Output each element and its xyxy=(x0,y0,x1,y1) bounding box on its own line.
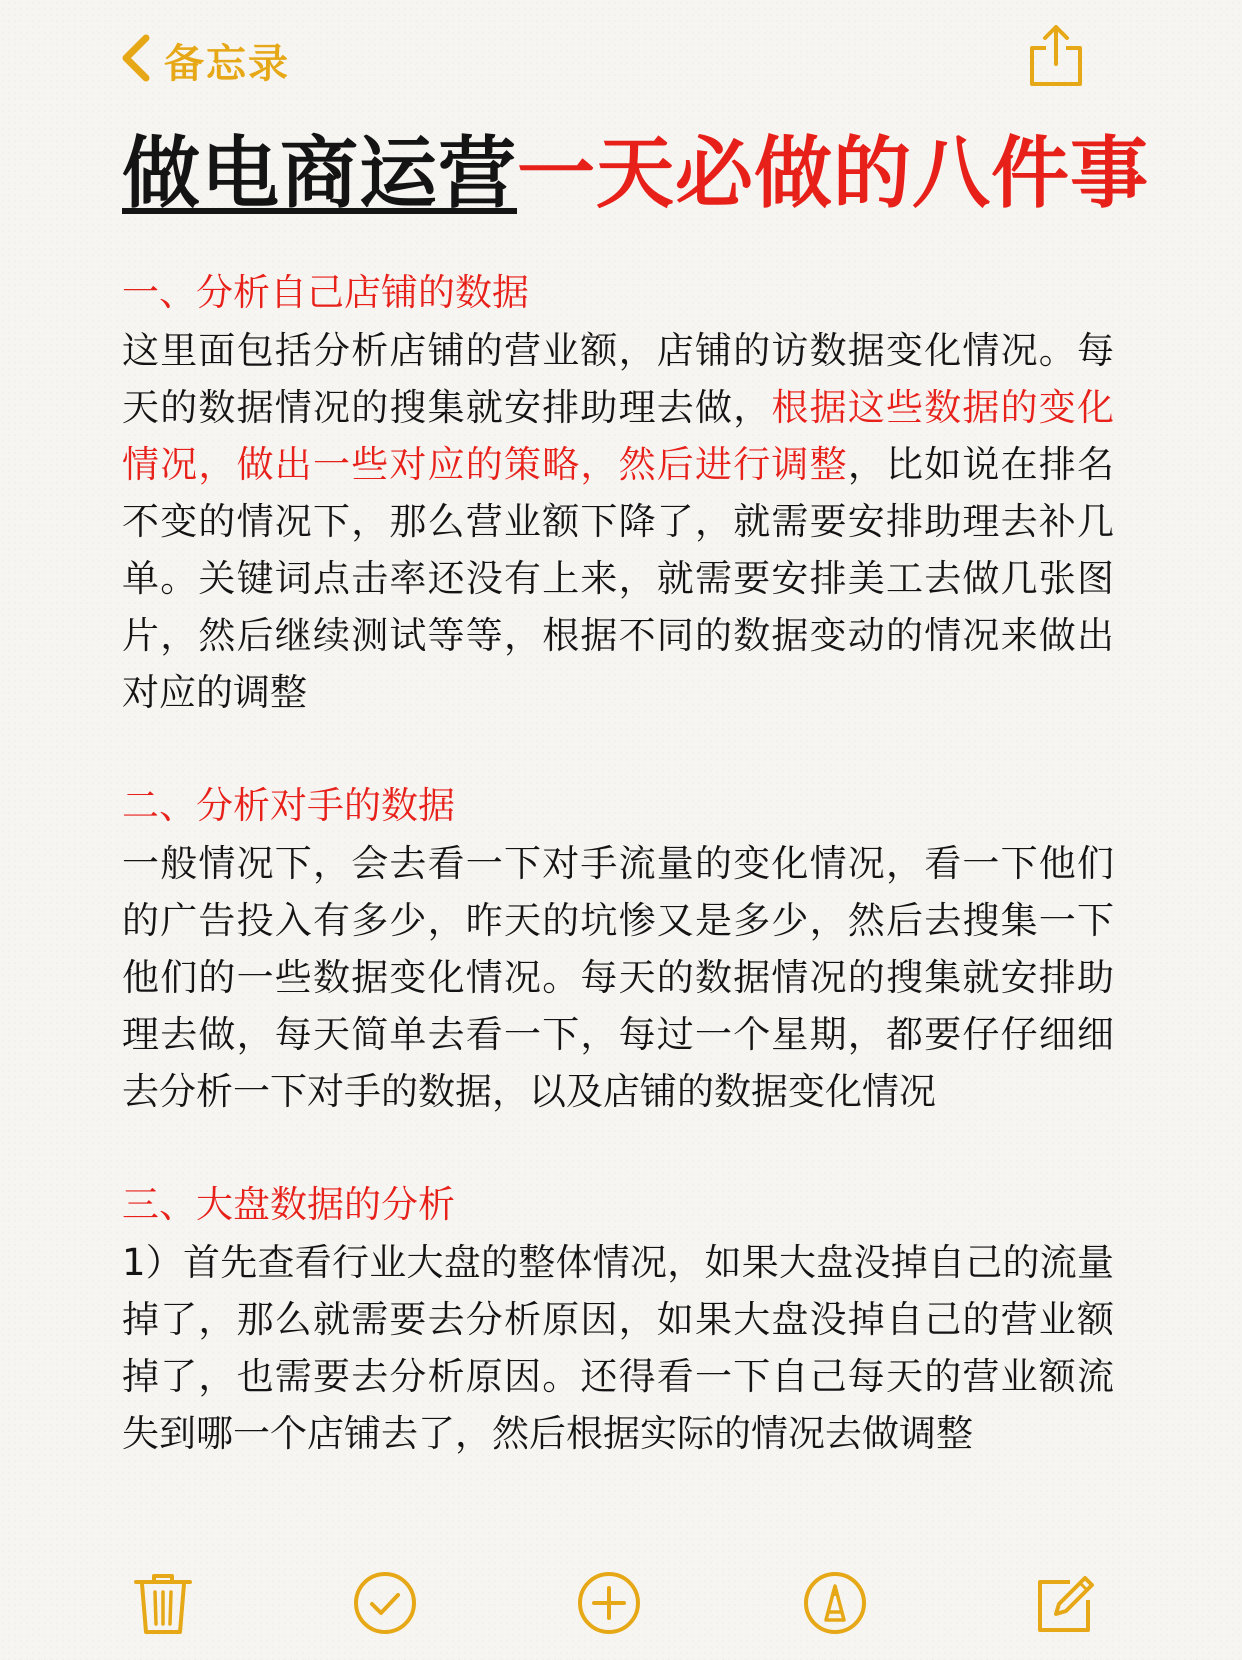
delete-button[interactable] xyxy=(128,1568,198,1638)
section-paragraph xyxy=(122,322,1114,721)
bottom-toolbar xyxy=(0,1568,1242,1648)
section-heading: 二、分析对手的数据 xyxy=(122,784,455,827)
section-heading: 三、大盘数据的分析 xyxy=(122,1183,455,1226)
paragraph-text: ，比如说在排名不变的情况下，那么营业额下降了，就需要安排助理去补几单。关键词点击率还没有上来，就需要安排美工去做几张图片，然后继续测试等等，根据不同的数据变动的情况来做出对应的调整 xyxy=(122,443,1115,714)
note-title xyxy=(122,124,1149,224)
compose-icon xyxy=(1030,1623,1100,1642)
checklist-button[interactable] xyxy=(350,1568,420,1638)
share-button[interactable] xyxy=(1028,22,1084,88)
checklist-icon xyxy=(350,1623,420,1642)
section-paragraph: 一般情况下，会去看一下对手流量的变化情况，看一下他们的广告投入有多少，昨天的坑惨又是多少，然后去搜集一下他们的一些数据变化情况。每天的数据情况的搜集就安排助理去做，每天简单去看一下，每过一个星期，都要仔仔细细去分析一下对手的数据，以及店铺的数据变化情况 xyxy=(122,842,1114,1113)
title-part-red: 一天必做的八件事 xyxy=(517,129,1150,219)
section-2 xyxy=(122,777,1114,1120)
markup-button[interactable] xyxy=(800,1568,870,1638)
section-heading: 一、分析自己店铺的数据 xyxy=(122,271,529,314)
paragraph-text: 这里面包括分析店铺的营业额，店铺的访数据变化情况。每天的数据情况的搜集就安排助理去做， xyxy=(122,329,1114,429)
back-label: 备忘录 xyxy=(164,40,290,87)
compose-button[interactable] xyxy=(1030,1568,1100,1638)
back-button[interactable] xyxy=(118,34,290,86)
markup-icon xyxy=(800,1623,870,1642)
section-3 xyxy=(122,1176,1114,1462)
share-icon xyxy=(1028,73,1084,92)
add-button[interactable] xyxy=(574,1568,644,1638)
highlighted-text: 根据这些数据的变化情况，做出一些对应的策略，然后进行调整 xyxy=(122,386,1115,486)
note-body[interactable] xyxy=(122,264,1114,1462)
trash-icon xyxy=(128,1623,198,1642)
chevron-left-icon xyxy=(118,34,152,86)
section-1 xyxy=(122,264,1114,721)
title-part-black: 做电商运营 xyxy=(122,129,518,219)
navigation-bar xyxy=(0,0,1242,120)
section-paragraph: 1）首先查看行业大盘的整体情况，如果大盘没掉自己的流量掉了，那么就需要去分析原因，如果大盘没掉自己的营业额掉了，也需要去分析原因。还得看一下自己每天的营业额流失到哪一个店铺去了，然后根据实际的情况去做调整 xyxy=(122,1241,1114,1455)
add-icon xyxy=(574,1623,644,1642)
